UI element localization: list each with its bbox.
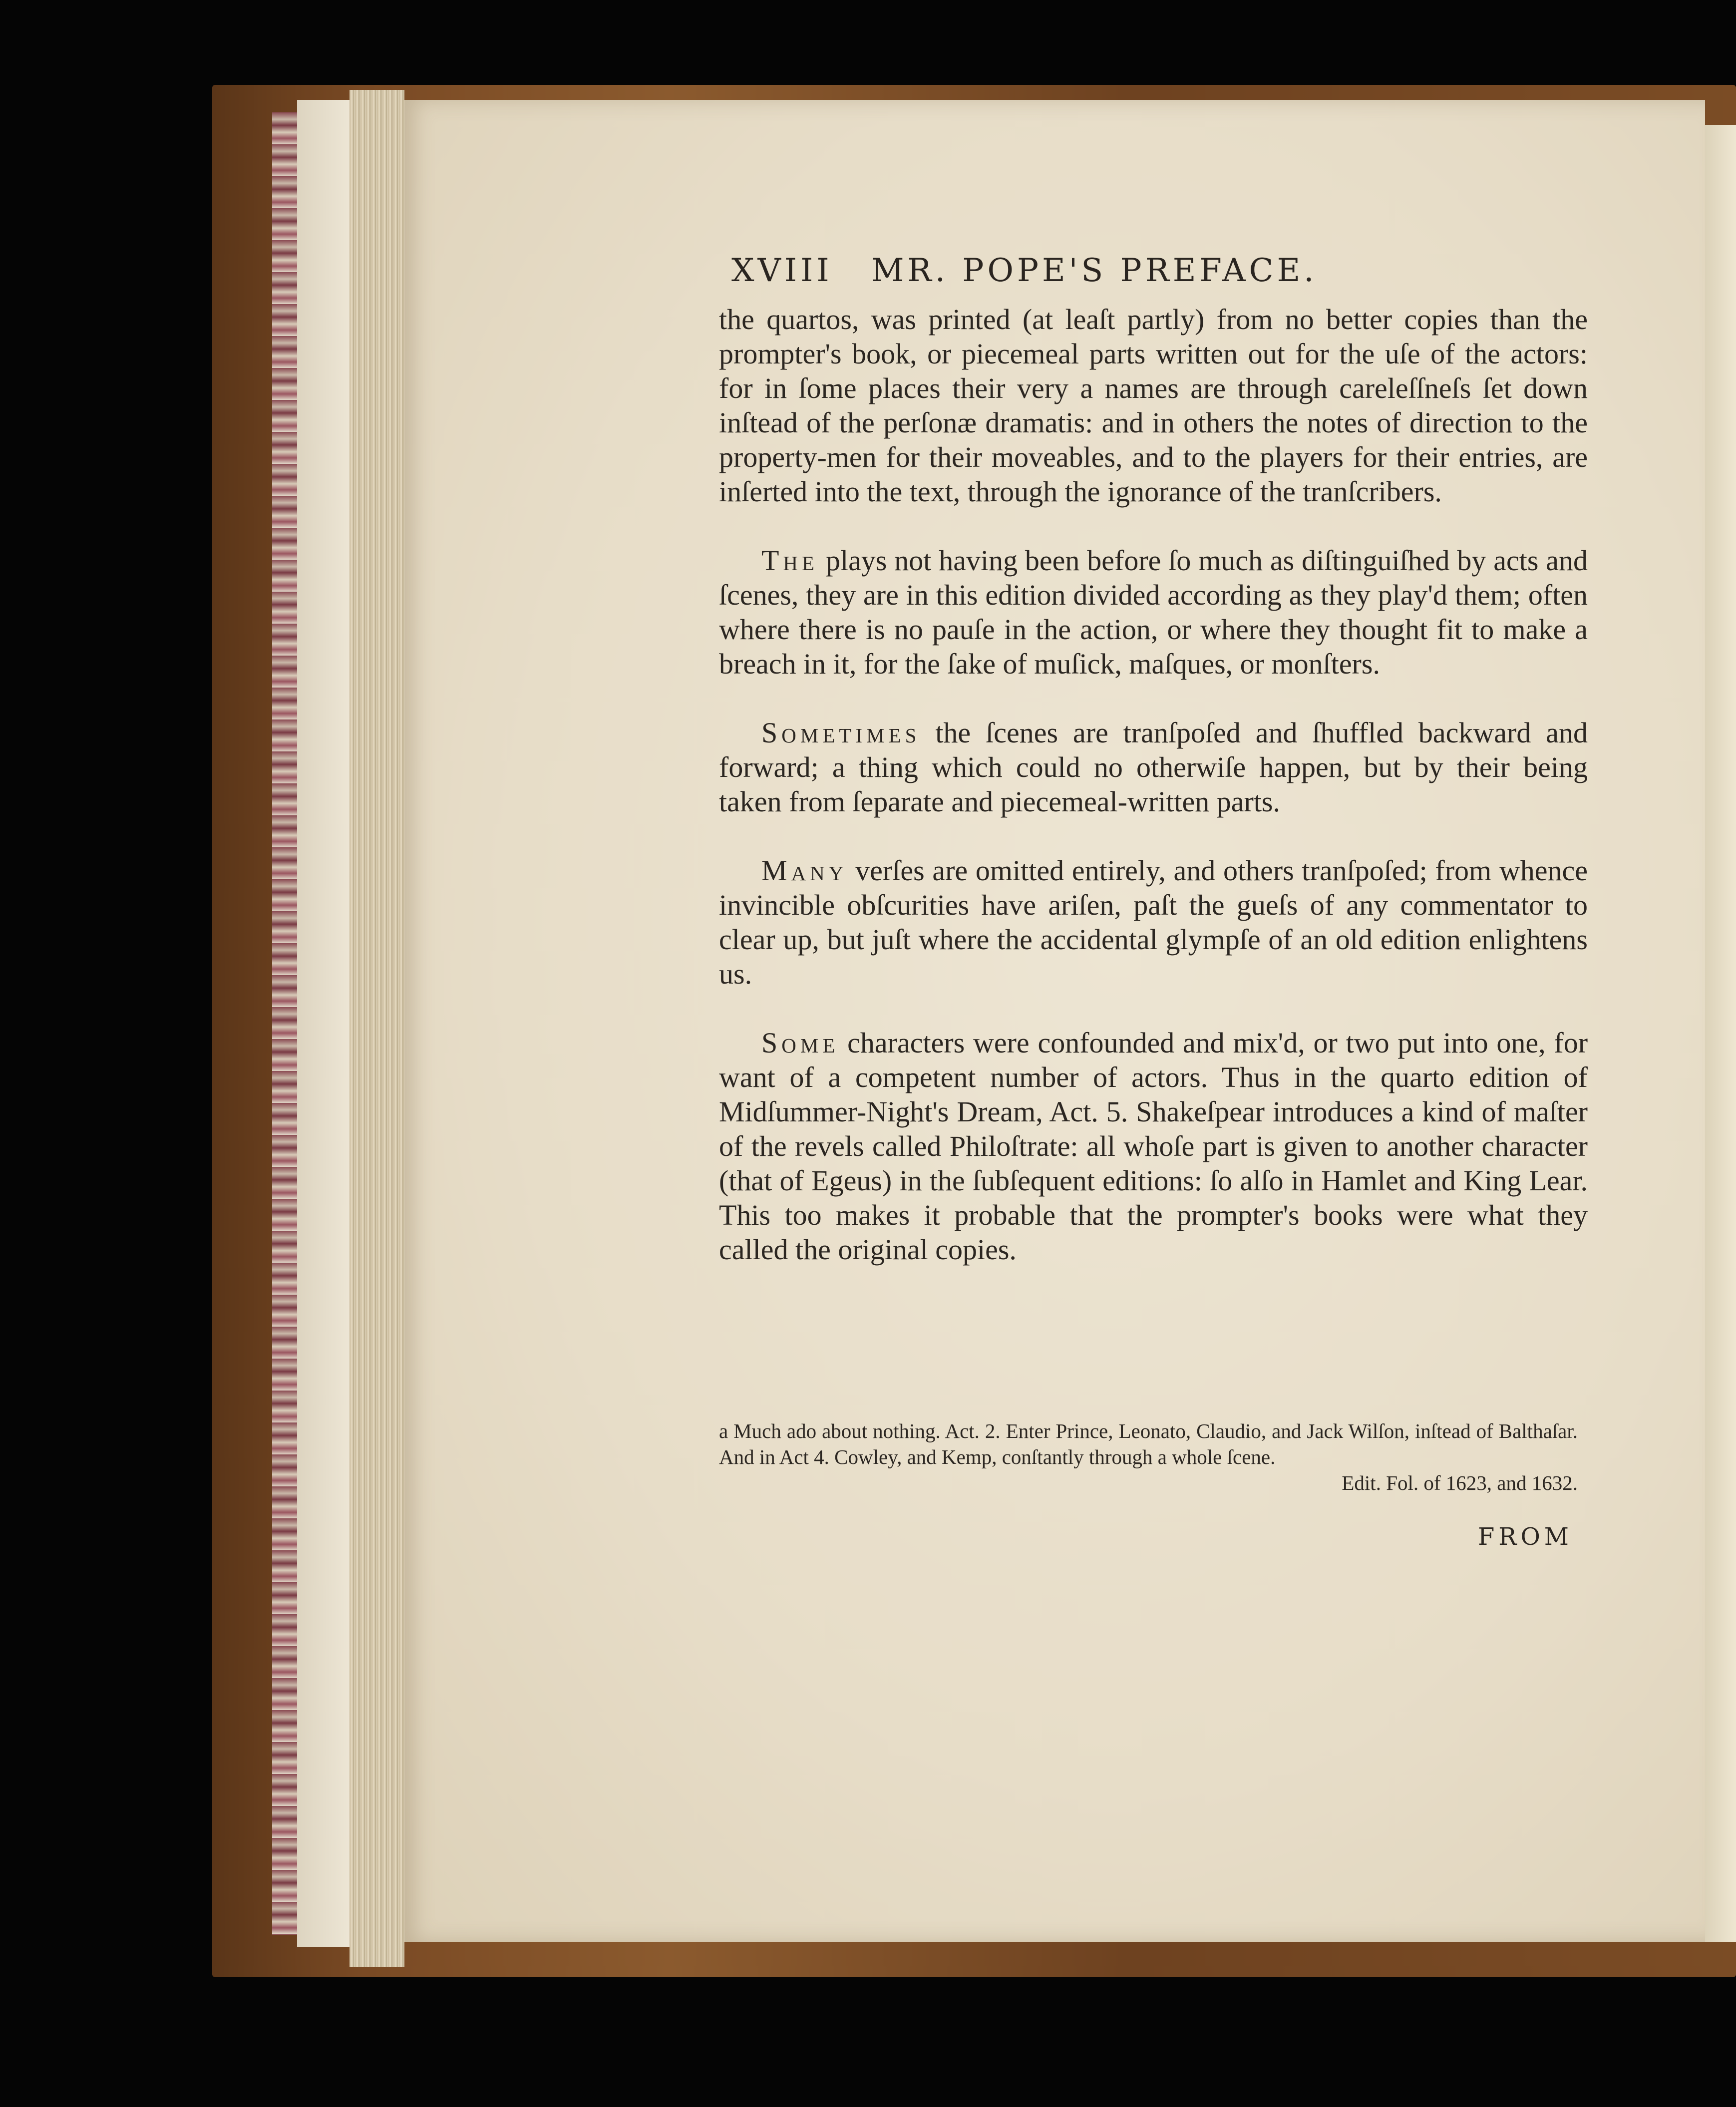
paragraph-lead-word: The <box>761 544 819 577</box>
paragraph-text: plays not having been before ſo much as diſtinguiſhed by acts and ſcenes, they are in this edition divided according as they play'd them; often where there is no pauſe in the action, or where they thought fit to make a breach in it, for the ſake of muſick, maſques, or monſters. <box>719 544 1588 680</box>
paragraph <box>719 302 1588 509</box>
page-number: XVIII <box>731 252 833 289</box>
paragraph-lead-word: Sometimes <box>761 716 921 749</box>
catchword: FROM <box>1478 1523 1573 1551</box>
main-text <box>719 302 1588 1301</box>
page-stack-edge <box>349 90 404 1967</box>
paragraph-text: characters were confounded and mix'd, or two put into one, for want of a competent number of actors. Thus in the quarto edition of Midſummer-Night's Dream, Act. 5. Shakeſpear introduces a kind of maſter of the revels called Philoſtrate: all whoſe part is given to another character (that of Egeus) in the ſubſequent editions: ſo alſo in Hamlet and King Lear. This too makes it probable that the prompter's books were what they called the original copies. <box>719 1027 1588 1266</box>
page-header <box>731 252 1590 297</box>
paragraph-lead-word: Many <box>761 854 848 887</box>
paragraph-text: the ſcenes are tranſpoſed and ſhuffled backward and forward; a thing which could no otherwiſe happen, but by their being taken from ſeparate and piecemeal-written parts. <box>719 716 1588 818</box>
footnote-edition: Edit. Fol. of 1623, and 1632. <box>1342 1471 1578 1494</box>
paragraph <box>719 543 1588 681</box>
paragraph-text: verſes are omitted entirely, and others tranſpoſed; from whence invincible obſcurities have ariſen, paſt the gueſs of any commentator to clear up, but juſt where the accidental glympſe of an old edition enlightens us. <box>719 854 1588 990</box>
running-title: MR. POPE'S PREFACE. <box>871 252 1318 289</box>
flyleaf <box>297 100 357 1947</box>
paragraph <box>719 715 1588 819</box>
footnote <box>719 1418 1578 1496</box>
paragraph-text: the quartos, was printed (at leaſt partly) from no better copies than the prompter's book, or piecemeal parts written out for the uſe of the actors: for in ſome places their very a names are through careleſſneſs ſet down inſtead of the perſonæ dramatis: and in others the notes of direction to the property-men for their moveables, and to the players for their entries, are inſerted into the text, through the ignorance of the tranſcribers. <box>719 303 1588 508</box>
paragraph <box>719 1026 1588 1267</box>
paragraph <box>719 853 1588 991</box>
paragraph-lead-word: Some <box>761 1027 839 1059</box>
footnote-text: a Much ado about nothing. Act. 2. Enter Prince, Leonato, Claudio, and Jack Wilſon, inſtead of Balthaſar. And in Act 4. Cowley, and Kemp, conſtantly through a whole ſcene. <box>719 1419 1578 1468</box>
